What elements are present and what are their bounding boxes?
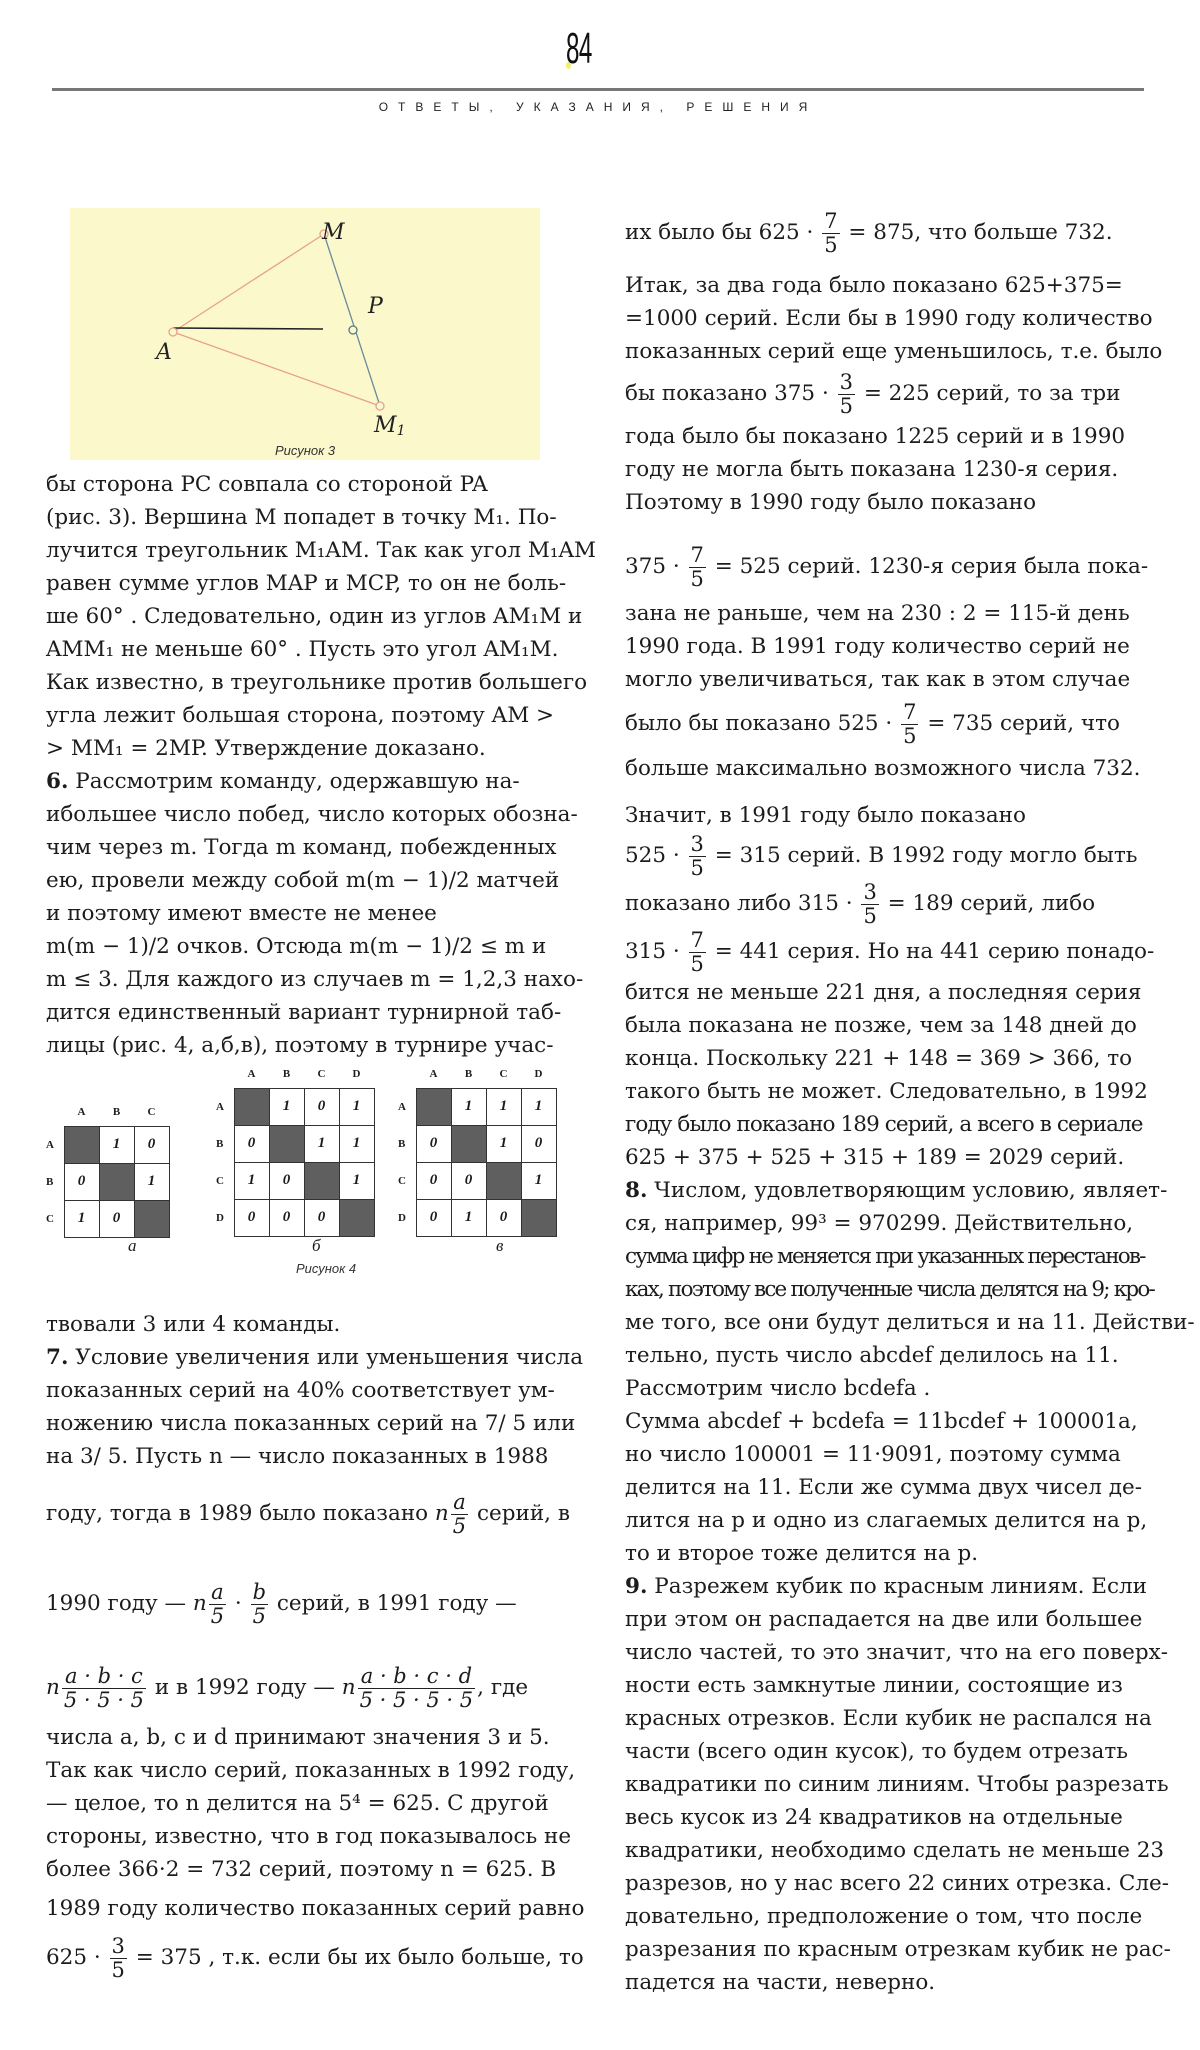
text-line: более 366·2 = 732 серий, поэтому n = 625. В — [46, 1857, 557, 1882]
text-line: лицы (рис. 4, а,б,в), поэтому в турнире учас- — [46, 1033, 554, 1058]
text-line: > MM₁ = 2MP. Утверждение доказано. — [46, 736, 486, 761]
text-line: Итак, за два года было показано 625+375= — [625, 273, 1123, 298]
text-line: ме того, все они будут делиться и на 11. Действи- — [625, 1310, 1195, 1335]
text-line: красных отрезков. Если кубик не распался на — [625, 1706, 1152, 1731]
text-line: m ≤ 3. Для каждого из случаев m = 1,2,3 нахо- — [46, 967, 584, 992]
point-label-p: P — [368, 294, 383, 319]
problem-6-first-line: 6. Рассмотрим команду, одержавшую на- — [46, 769, 520, 794]
problem-9-first-line: 9. Разрежем кубик по красным линиям. Если — [625, 1574, 1147, 1599]
point-label-m: M — [322, 220, 345, 245]
equation-line: 375 · $\frac{7}{5}$ = 525 серий. 1230-я серия была пока- — [625, 543, 1149, 591]
table-label-a: а — [128, 1236, 137, 1255]
problem-number: 6. — [46, 769, 69, 794]
text-line: но число 100001 = 11·9091, поэтому сумма — [625, 1442, 1121, 1467]
text-line: года было бы показано 1225 серий и в 1990 — [625, 424, 1126, 449]
equation-line: n $\frac{a \cdot b \cdot c}{5 \cdot 5 \cdot 5}$ и в 1992 году — n $\frac{a \cdot b \cdot c \cdot d}{5 \cdot 5 \cdot 5 \cdot 5}$ , где — [46, 1664, 529, 1712]
table-label-b: б — [312, 1236, 321, 1255]
text-line: угла лежит большая сторона, поэтому AM > — [46, 703, 555, 728]
text-line: квадратики по синим линиям. Чтобы разрезать — [625, 1772, 1169, 1797]
text-line: квадратики, необходимо сделать не меньше 23 — [625, 1838, 1165, 1863]
problem-number: 7. — [46, 1345, 69, 1370]
text-line: ности есть замкнутые линии, состоящие из — [625, 1673, 1123, 1698]
text-line: 1990 года. В 1991 году количество серий не — [625, 634, 1130, 659]
text-line: 625 + 375 + 525 + 315 + 189 = 2029 серий. — [625, 1145, 1125, 1170]
text-line: бится не меньше 221 дня, а последняя серия — [625, 980, 1142, 1005]
text-line: конца. Поскольку 221 + 148 = 369 > 366, то — [625, 1046, 1133, 1071]
equation-line: 1990 году — n $\frac{a}{5}$ · $\frac{b}{5}$ серий, в 1991 году — — [46, 1580, 517, 1628]
text-line: ею, провели между собой m(m − 1)/2 матчей — [46, 868, 560, 893]
text-line: m(m − 1)/2 очков. Отсюда m(m − 1)/2 ≤ m и — [46, 934, 547, 959]
text-line: то и второе тоже делится на p. — [625, 1541, 979, 1566]
text-line: зана не раньше, чем на 230 : 2 = 115-й день — [625, 601, 1130, 626]
equation-line: году, тогда в 1989 было показано n $\frac{a}{5}$ серий, в — [46, 1490, 570, 1538]
text-line: AMM₁ не меньше 60° . Пусть это угол AM₁M. — [46, 637, 559, 662]
text-line: (рис. 3). Вершина M попадет в точку M₁. По- — [46, 505, 557, 530]
text-line: Рассмотрим число bcdefa . — [625, 1376, 931, 1401]
header-rule — [52, 88, 1144, 91]
text-line: году было показано 189 серий, а всего в сериале — [625, 1112, 1143, 1137]
text-line: ше 60° . Следовательно, один из углов AM₁M и — [46, 604, 583, 629]
text-line: лучится треугольник M₁AM. Так как угол M₁AM — [46, 538, 597, 563]
text-line: ибольшее число побед, число которых обозна- — [46, 802, 578, 827]
point-label-a: A — [156, 340, 172, 365]
equation-line: их было бы 625 · $\frac{7}{5}$ = 875, что больше 732. — [625, 209, 1113, 257]
text-line: Так как число серий, показанных в 1992 году, — [46, 1758, 576, 1783]
text-line: при этом он распадается на две или большее — [625, 1607, 1143, 1632]
text-line: бы сторона PC совпала со стороной PA — [46, 472, 488, 497]
text-line: показанных серий на 40% соответствует ум- — [46, 1378, 555, 1403]
text-line: довательно, предположение о том, что после — [625, 1904, 1143, 1929]
text-line: разрезов, но у нас всего 22 синих отрезка. Сле- — [625, 1871, 1170, 1896]
equation-line: 525 · $\frac{3}{5}$ = 315 серий. В 1992 году могло быть — [625, 832, 1138, 880]
text-line: лится на p и одно из слагаемых делится на p, — [625, 1508, 1148, 1533]
text-line: и поэтому имеют вместе не менее — [46, 901, 437, 926]
text-line: падется на части, неверно. — [625, 1970, 936, 1995]
text-line: Поэтому в 1990 году было показано — [625, 490, 1037, 515]
text-line: Как известно, в треугольнике против большего — [46, 670, 588, 695]
text-line: ках, поэтому все полученные числа делятся на 9; кро- — [625, 1277, 1154, 1302]
equation-line: показано либо 315 · $\frac{3}{5}$ = 189 серий, либо — [625, 880, 1096, 928]
text-line: была показана не позже, чем за 148 дней до — [625, 1013, 1137, 1038]
text-line: ножению числа показанных серий на 7/ 5 или — [46, 1411, 576, 1436]
figure-3-caption: Рисунок 3 — [274, 443, 336, 458]
text-line: ся, например, 99³ = 970299. Действительно, — [625, 1211, 1134, 1236]
text-line: на 3/ 5. Пусть n — число показанных в 1988 — [46, 1444, 549, 1469]
tournament-table-v: A B C D A 1 1 1 B 0 1 0 C 0 0 1 D 0 1 0 — [398, 1060, 557, 1237]
triangle-diagram — [70, 208, 540, 460]
text-line: чим через m. Тогда m команд, побежденных — [46, 835, 557, 860]
tournament-table-b: A B C D A 1 0 1 B 0 1 1 C 1 0 1 D 0 0 0 — [216, 1060, 375, 1237]
right-column — [625, 205, 1195, 1999]
text-line: =1000 серий. Если бы в 1990 году количество — [625, 306, 1153, 331]
equation-line: 315 · $\frac{7}{5}$ = 441 серия. Но на 441 серию понадо- — [625, 928, 1155, 976]
text-line: разрезания по красным отрезкам кубик не рас- — [625, 1937, 1171, 1962]
text-line: — целое, то n делится на 5⁴ = 625. С другой — [46, 1791, 549, 1816]
running-head: ОТВЕТЫ, УКАЗАНИЯ, РЕШЕНИЯ — [378, 100, 818, 114]
table-label-v: в — [496, 1236, 504, 1255]
text-line: сумма цифр не меняется при указанных перестанов- — [625, 1244, 1145, 1269]
text-line: стороны, известно, что в год показывалось не — [46, 1824, 572, 1849]
problem-8-first-line: 8. Числом, удовлетворяющим условию, являет- — [625, 1178, 1168, 1203]
left-column-part1 — [46, 468, 597, 1062]
equation-line: 625 · $\frac{3}{5}$ = 375 , т.к. если бы их было больше, то — [46, 1934, 584, 1982]
equation-line: бы показано 375 · $\frac{3}{5}$ = 225 серий, то за три — [625, 370, 1121, 418]
text-line: могло увеличиваться, так как в этом случае — [625, 667, 1131, 692]
problem-number: 8. — [625, 1178, 648, 1203]
figure-4 — [46, 1058, 606, 1283]
text-line: больше максимально возможного числа 732. — [625, 756, 1141, 781]
text-line: такого быть не может. Следовательно, в 1992 — [625, 1079, 1148, 1104]
text-line: тельно, пусть число abcdef делилось на 11. — [625, 1343, 1119, 1368]
problem-number: 9. — [625, 1574, 648, 1599]
tournament-table-a: A B C A 1 0 B 0 1 C 1 0 — [46, 1098, 170, 1238]
problem-7-first-line: 7. Условие увеличения или уменьшения числа — [46, 1345, 584, 1370]
figure-4-caption: Рисунок 4 — [295, 1261, 357, 1276]
equation-line: было бы показано 525 · $\frac{7}{5}$ = 735 серий, что — [625, 700, 1120, 748]
page-number: 84 — [566, 24, 592, 73]
text-line: Значит, в 1991 году было показано — [625, 803, 1026, 828]
point-label-m1: $M_1$ — [374, 413, 406, 439]
text-line: твовали 3 или 4 команды. — [46, 1312, 341, 1337]
text-line: равен сумме углов MAP и MCP, то он не боль- — [46, 571, 567, 596]
text-line: числа a, b, c и d принимают значения 3 и 5. — [46, 1725, 550, 1750]
left-column-part2 — [46, 1308, 586, 1991]
text-line: делится на 11. Если же сумма двух чисел де- — [625, 1475, 1142, 1500]
text-line: дится единственный вариант турнирной таб- — [46, 1000, 562, 1025]
text-line: Сумма abcdef + bcdefa = 11bcdef + 100001a, — [625, 1409, 1138, 1434]
figure-3 — [70, 208, 540, 460]
text-line: весь кусок из 24 квадратиков на отдельные — [625, 1805, 1123, 1830]
text-line: число частей, то это значит, что на его поверх- — [625, 1640, 1168, 1665]
text-line: показанных серий еще уменьшилось, т.е. было — [625, 339, 1163, 364]
text-line: году не могла быть показана 1230-я серия. — [625, 457, 1119, 482]
text-line: 1989 году количество показанных серий равно — [46, 1896, 585, 1921]
text-line: части (всего один кусок), то будем отрезать — [625, 1739, 1128, 1764]
